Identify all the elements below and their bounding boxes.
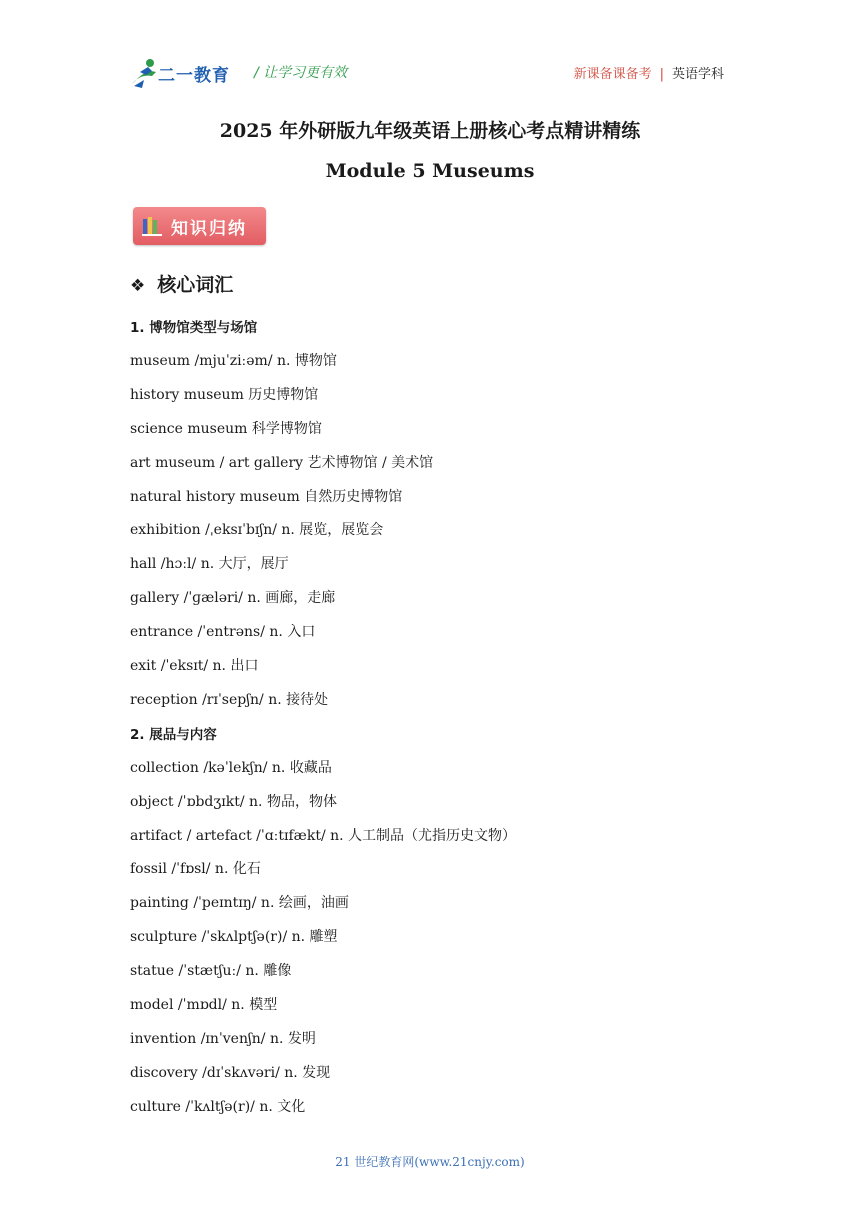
module-title: Module 5 Museums: [325, 160, 535, 182]
header-subject: [574, 63, 724, 82]
vocabulary-entry: discovery /dɪˈskʌvəri/ n. 发现: [130, 1064, 331, 1081]
vocabulary-entry: model /ˈmɒdl/ n. 模型: [130, 997, 278, 1013]
page-footer: 21 世纪教育网(www.21cnjy.com): [335, 1155, 525, 1169]
vocabulary-entry: object /ˈɒbdʒɪkt/ n. 物品，物体: [130, 793, 337, 810]
page-header: [130, 56, 724, 90]
vocabulary-entry: exhibition /ˌeksɪˈbɪʃn/ n. 展览，展览会: [130, 522, 384, 539]
vocabulary-entry: fossil /ˈfɒsl/ n. 化石: [130, 861, 261, 878]
vocabulary-entry: statue /ˈstætʃuː/ n. 雕像: [130, 963, 292, 980]
vocabulary-entry: hall /hɔːl/ n. 大厅，展厅: [130, 556, 289, 573]
vocabulary-entry: natural history museum 自然历史博物馆: [130, 488, 403, 505]
vocabulary-entry: entrance /ˈentrəns/ n. 入口: [130, 624, 316, 641]
logo: [130, 56, 242, 90]
vocabulary-entry: gallery /ˈɡæləri/ n. 画廊，走廊: [130, 590, 336, 607]
section-heading: [130, 270, 233, 297]
category-heading: 1. 博物馆类型与场馆: [130, 320, 258, 336]
section-heading-text: 核心词汇: [157, 274, 234, 296]
vocabulary-entry: collection /kəˈlekʃn/ n. 收藏品: [130, 759, 332, 776]
books-icon: [141, 215, 163, 237]
vocabulary-entry: sculpture /ˈskʌlptʃə(r)/ n. 雕塑: [130, 929, 338, 946]
vocabulary-entry: reception /rɪˈsepʃn/ n. 接待处: [130, 691, 329, 708]
header-subject-label: 英语学科: [671, 67, 724, 82]
vocabulary-entry: artifact / artefact /ˈɑːtɪfækt/ n. 人工制品（尤指历史文物）: [130, 827, 517, 844]
vocabulary-entry: invention /ɪnˈvenʃn/ n. 发明: [130, 1030, 316, 1047]
vocabulary-entry: art museum / art gallery 艺术博物馆 / 美术馆: [130, 454, 434, 471]
vocabulary-entry: painting /ˈpeɪntɪŋ/ n. 绘画，油画: [130, 895, 349, 912]
document-title: 2025 年外研版九年级英语上册核心考点精讲精练: [219, 120, 641, 142]
diamond-bullet-icon: ❖: [130, 276, 146, 296]
runner-logo-icon: [130, 56, 160, 90]
slogan: / 让学习更有效: [254, 65, 348, 81]
badge-label: 知识归纳: [171, 219, 247, 239]
header-separator: |: [659, 67, 664, 82]
header-course-label: 新课备课备考: [573, 67, 652, 82]
vocabulary-entry: museum /mjuˈziːəm/ n. 博物馆: [130, 352, 337, 369]
category-heading: 2. 展品与内容: [130, 726, 217, 743]
knowledge-summary-badge: [133, 207, 266, 245]
vocabulary-entry: history museum 历史博物馆: [130, 386, 319, 403]
vocabulary-entry: exit /ˈeksɪt/ n. 出口: [130, 658, 259, 674]
vocabulary-entry: science museum 科学博物馆: [130, 420, 322, 437]
vocabulary-entry: culture /ˈkʌltʃə(r)/ n. 文化: [130, 1098, 306, 1115]
logo-text: 二一教育: [158, 66, 230, 86]
